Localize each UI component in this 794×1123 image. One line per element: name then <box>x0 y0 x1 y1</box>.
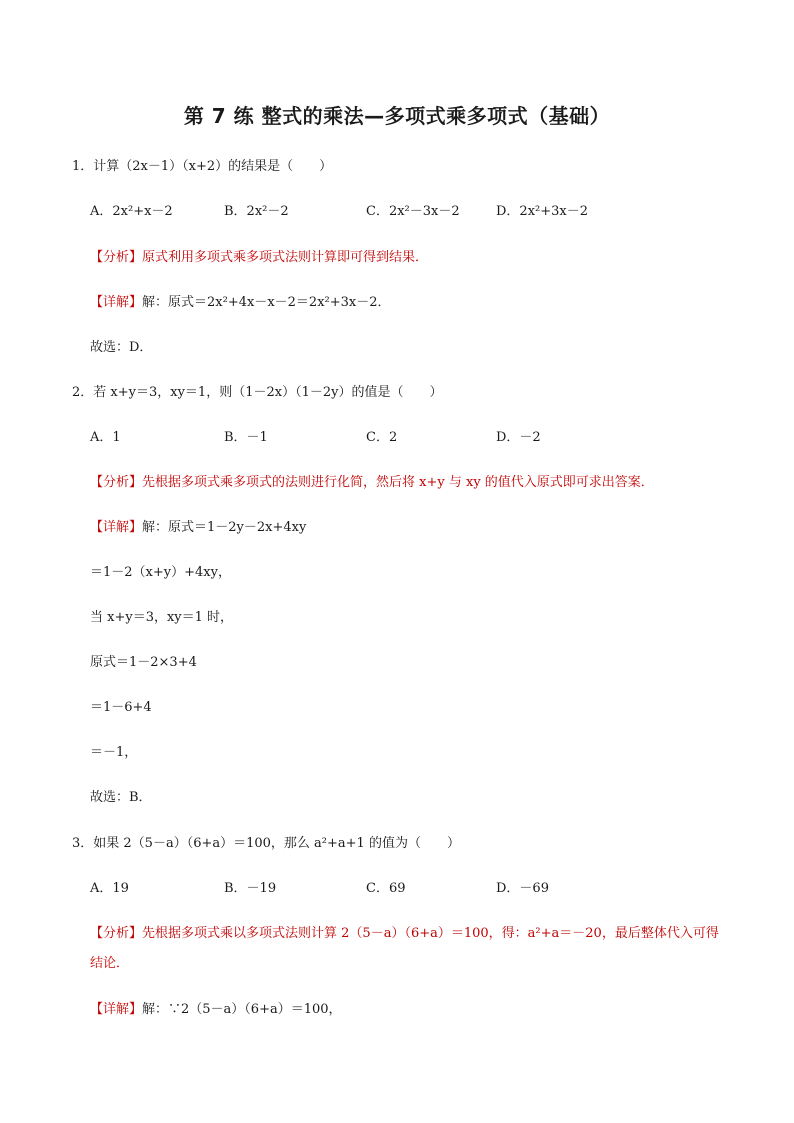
q2-step-2: 当 x+y＝3，xy＝1 时， <box>90 610 234 625</box>
q2-option-c: C．2 <box>366 430 398 445</box>
q2-detail <box>90 518 306 538</box>
q1-detail <box>90 293 391 313</box>
q2-analysis <box>90 473 654 493</box>
analysis-tag: 【分析】 <box>90 926 143 941</box>
q1-option-a: A．2x²+x－2 <box>90 204 173 219</box>
q3-analysis <box>90 919 726 979</box>
q2-option-b: B．－1 <box>224 430 268 445</box>
detail-tag: 【详解】 <box>90 295 143 310</box>
q1-option-b: B．2x²－2 <box>224 204 289 219</box>
detail-tag: 【详解】 <box>90 520 143 535</box>
q3-detail <box>90 1000 342 1020</box>
analysis-tag: 【分析】 <box>90 475 143 490</box>
q2-step-5: ＝－1， <box>90 745 138 760</box>
detail-text: 解：∵2（5－a）（6+a）＝100， <box>142 1002 342 1017</box>
q2-step-3: 原式＝1－2×3+4 <box>90 655 197 670</box>
q2-step-4: ＝1－6+4 <box>90 700 152 715</box>
page-title: 第 7 练 整式的乘法—多项式乘多项式（基础） <box>183 104 611 128</box>
q2-option-a: A．1 <box>90 430 121 445</box>
q3-option-b: B．－19 <box>224 881 277 896</box>
analysis-text: 先根据多项式乘以多项式法则计算 2（5－a）（6+a）＝100，得：a²+a＝－20，最后整体代入可得结论． <box>90 926 719 971</box>
q3-option-a: A．19 <box>90 881 129 896</box>
detail-text: 解：原式＝2x²+4x－x－2＝2x²+3x－2． <box>142 295 391 310</box>
question-2-stem: 2．若 x+y＝3，xy＝1，则（1－2x）（1－2y）的值是（ ） <box>72 385 443 400</box>
question-1-stem: 1．计算（2x－1）（x+2）的结果是（ ） <box>72 159 333 174</box>
q2-option-d: D．－2 <box>496 430 541 445</box>
q3-option-c: C．69 <box>366 881 406 896</box>
analysis-text: 先根据多项式乘多项式的法则进行化简，然后将 x+y 与 xy 的值代入原式即可求出答案． <box>142 475 654 490</box>
question-3-stem: 3．如果 2（5－a）（6+a）＝100，那么 a²+a+1 的值为（ ） <box>72 836 460 851</box>
q2-answer: 故选：B． <box>90 790 152 805</box>
analysis-text: 原式利用多项式乘多项式法则计算即可得到结果． <box>142 250 429 265</box>
q1-answer: 故选：D． <box>90 340 153 355</box>
q1-analysis <box>90 248 428 268</box>
analysis-tag: 【分析】 <box>90 250 143 265</box>
detail-text: 解：原式＝1－2y－2x+4xy <box>142 520 307 535</box>
q1-option-d: D．2x²+3x－2 <box>496 204 589 219</box>
detail-tag: 【详解】 <box>90 1002 143 1017</box>
q1-option-c: C．2x²－3x－2 <box>366 204 460 219</box>
q2-step-1: ＝1－2（x+y）+4xy， <box>90 565 231 580</box>
q3-option-d: D．－69 <box>496 881 549 896</box>
